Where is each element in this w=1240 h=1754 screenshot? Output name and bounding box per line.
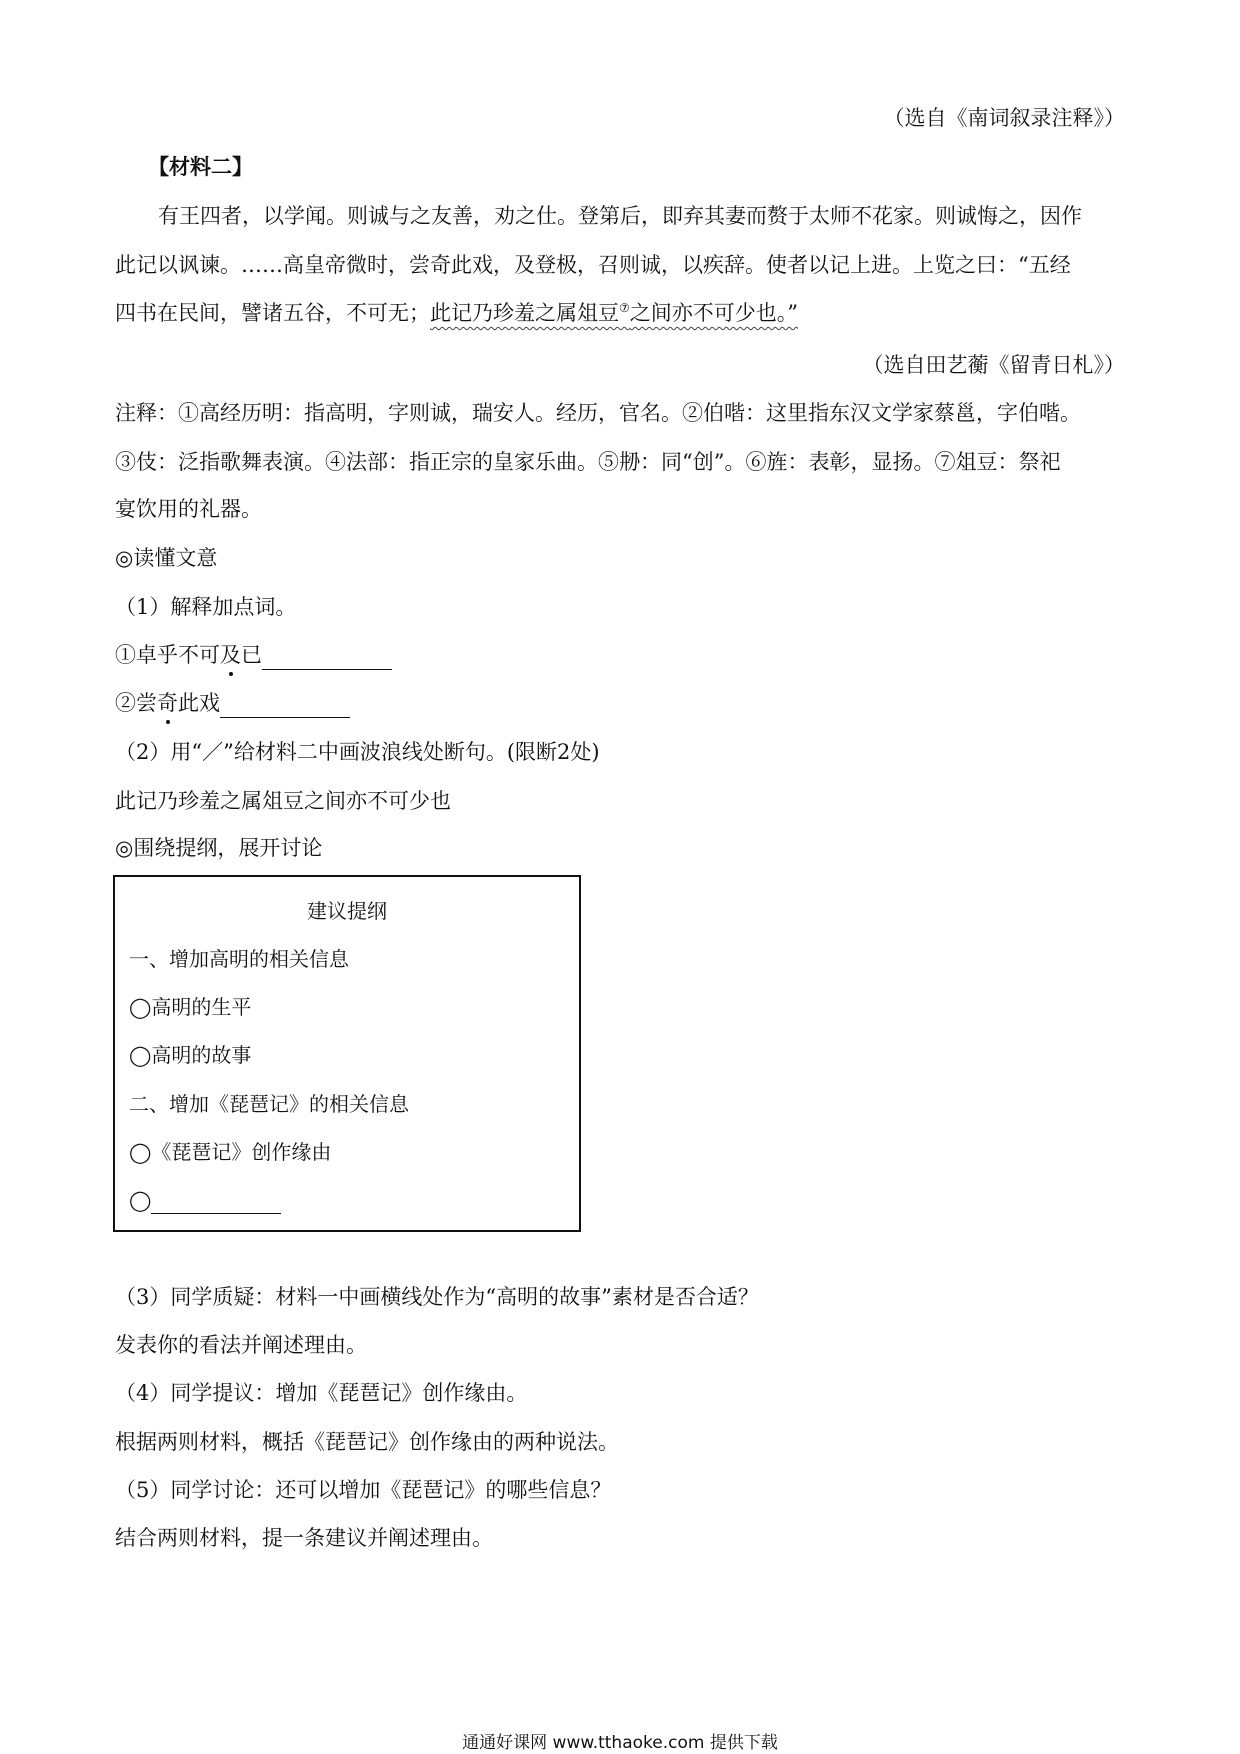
outline-title: 建议提纲	[307, 899, 387, 923]
q1b-text-post: 此戏	[178, 691, 220, 715]
question-3-task: 发表你的看法并阐述理由。	[115, 1333, 367, 1357]
material2-line-2: 此记以讽谏。……高皇帝微时，尝奇此戏，及登极，召则诚，以疾辞。使者以记上进。上览之曰：“五经	[115, 253, 1071, 277]
outline-item-2: 二、增加《琵琶记》的相关信息	[129, 1092, 409, 1116]
question-5-task: 结合两则材料，提一条建议并阐述理由。	[115, 1526, 493, 1550]
question-1: （1）解释加点词。	[115, 595, 297, 619]
answer-blank-outline[interactable]	[151, 1193, 281, 1214]
section-heading-discuss: ◎围绕提纲，展开讨论	[115, 836, 323, 860]
page-footer: 通通好课网 www.tthaoke.com 提供下载	[462, 1733, 778, 1753]
notes-line-2: ③伎：泛指歌舞表演。④法部：指正宗的皇家乐曲。⑤刱：同“创”。⑥旌：表彰，显扬。⑦俎豆：祭祀	[115, 450, 1061, 474]
material2-heading: 【材料二】	[148, 154, 253, 179]
outline-item-2b	[129, 1186, 281, 1214]
question-4: （4）同学提议：增加《琵琶记》创作缘由。	[115, 1381, 528, 1405]
question-3: （3）同学质疑：材料一中画横线处作为“高明的故事”素材是否合适？	[115, 1285, 759, 1309]
source-citation-1: （选自《南词叙录注释》）	[883, 106, 1125, 130]
answer-blank-1a[interactable]	[262, 647, 392, 670]
question-2: （2）用“／”给材料二中画波浪线处断句。(限断2处)	[115, 740, 600, 764]
notes-line-3: 宴饮用的礼器。	[115, 497, 262, 521]
outline-item-1a: ◯高明的生平	[129, 995, 252, 1019]
q1a-text-pre: ①卓乎不可	[115, 643, 220, 667]
dotted-word-ji: 及	[220, 640, 241, 670]
wavy-text-a: 此记乃珍羞之属俎豆	[430, 301, 619, 325]
q1a-text-post: 已	[241, 643, 262, 667]
material2-line-1: 有王四者，以学闻。则诚与之友善，劝之仕。登第后，即弃其妻而赘于太师不花家。则诚悔之，因作	[158, 204, 1082, 228]
outline-circle-icon: ◯	[129, 1188, 152, 1212]
outline-item-1: 一、增加高明的相关信息	[129, 947, 349, 971]
answer-blank-1b[interactable]	[220, 695, 350, 718]
outline-box	[113, 875, 581, 1232]
footnote-marker: ⑦	[619, 301, 630, 315]
notes-line-1: 注释：①高经历明：指高明，字则诚，瑞安人。经历，官名。②伯喈：这里指东汉文学家蔡邕，字伯喈。	[115, 401, 1081, 425]
dotted-word-qi: 奇	[157, 688, 178, 718]
material2-line-3-plain: 四书在民间，譬诸五谷，不可无；	[115, 301, 430, 325]
material2-line-3	[115, 298, 798, 328]
section-heading-read: ◎读懂文意	[115, 546, 218, 570]
question-1b	[115, 688, 350, 718]
wavy-text-b: 之间亦不可少也。”	[629, 301, 799, 325]
source-citation-2: （选自田艺蘅《留青日札》）	[862, 353, 1125, 377]
question-2-text: 此记乃珍羞之属俎豆之间亦不可少也	[115, 789, 451, 813]
question-1a	[115, 640, 392, 670]
outline-item-1b: ◯高明的故事	[129, 1043, 252, 1067]
question-4-task: 根据两则材料，概括《琵琶记》创作缘由的两种说法。	[115, 1430, 619, 1454]
outline-item-2a: ◯《琵琶记》创作缘由	[129, 1140, 332, 1164]
q1b-text-pre: ②尝	[115, 691, 157, 715]
wavy-underlined-text	[430, 301, 798, 325]
question-5: （5）同学讨论：还可以增加《琵琶记》的哪些信息？	[115, 1478, 612, 1502]
